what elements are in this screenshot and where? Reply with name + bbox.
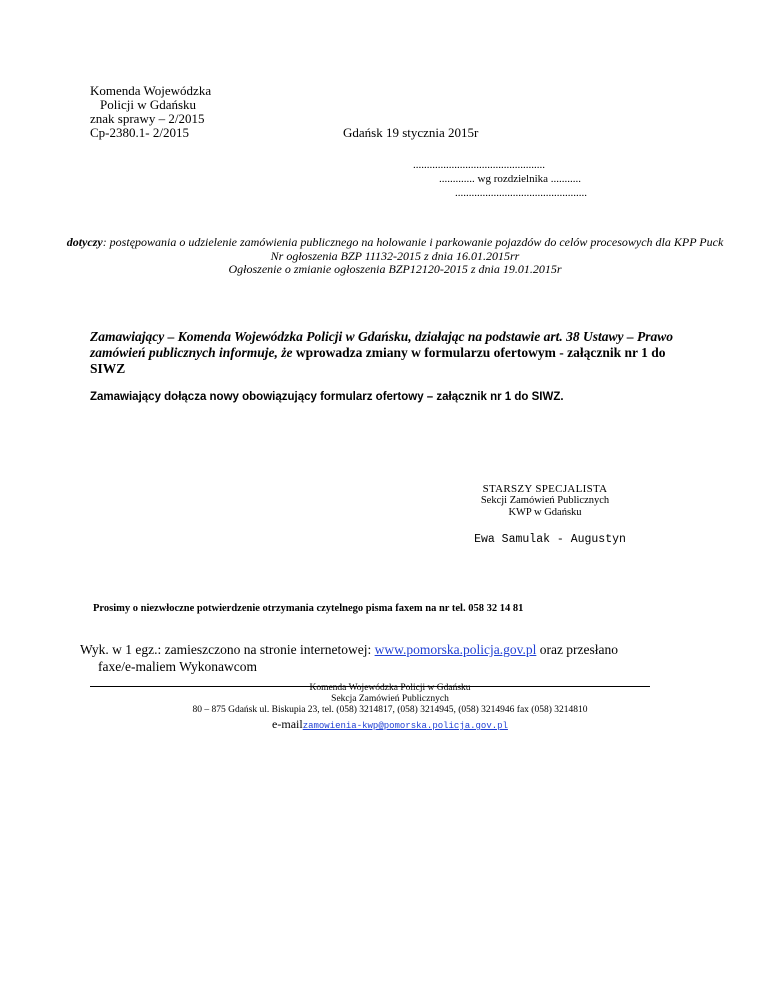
- footer-org: Komenda Wojewódzka Policji w Gdańsku: [309, 683, 471, 693]
- announcement-italic: Zamawiający – Komenda Wojewódzka Policji w Gdańsku, działając na podstawie art. 38 Ustawy – Prawo zamówień publicznych informuje, że: [90, 329, 674, 360]
- footer-email-line: [90, 717, 690, 734]
- subject-lead: dotyczy: [66, 235, 103, 249]
- subject-announcement-number: Nr ogłoszenia BZP 11132-2015 z dnia 16.01.2015rr: [270, 248, 520, 263]
- footer-section: Sekcja Zamówień Publicznych: [331, 694, 449, 704]
- subject-line-1: [60, 236, 730, 250]
- announcement-normal: wprowadza zmiany w formularzu ofertowym - załącznik nr 1 do SIWZ: [90, 345, 666, 376]
- recipient-line-1: ................................................: [413, 159, 545, 171]
- copy-note-line-2: faxe/e-maliem Wykonawcom: [98, 659, 258, 674]
- subject-block: [60, 236, 730, 277]
- attachment-note: Zamawiający dołącza nowy obowiązujący formularz ofertowy – załącznik nr 1 do SIWZ.: [90, 391, 564, 403]
- sender-line-1: Komenda Wojewódzka: [90, 83, 212, 98]
- email-label: e-mail: [272, 717, 303, 731]
- fax-request: Prosimy o niezwłoczne potwierdzenie otrzymania czytelnego pisma faxem na nr tel. 058 32 14 81: [93, 603, 524, 614]
- letter-date: Gdańsk 19 stycznia 2015r: [343, 125, 479, 140]
- signature-name: Ewa Samulak - Augustyn: [474, 533, 626, 546]
- copy-prefix: Wyk. w 1 egz.: zamieszczono na stronie internetowej:: [80, 642, 375, 657]
- copy-suffix: oraz przesłano: [536, 642, 619, 657]
- copy-note: [80, 641, 618, 675]
- website-link[interactable]: www.pomorska.policja.gov.pl: [374, 642, 537, 657]
- announcement-paragraph: [90, 329, 690, 377]
- email-link[interactable]: zamowienia-kwp@pomorska.policja.gov.pl: [302, 721, 508, 731]
- subject-change-notice: Ogłoszenie o zmianie ogłoszenia BZP12120-2015 z dnia 19.01.2015r: [228, 262, 562, 276]
- footer: [90, 683, 690, 734]
- reference-number: Cp-2380.1- 2/2015: [90, 125, 189, 140]
- sender-block: [90, 84, 211, 140]
- recipient-line-3: ................................................: [455, 187, 587, 199]
- signature-unit: Sekcji Zamówień Publicznych: [480, 495, 610, 506]
- signature-block: [465, 483, 625, 519]
- footer-address: 80 – 875 Gdańsk ul. Biskupia 23, tel. (058) 3214817, (058) 3214945, (058) 3214946 fax (058) 3214810: [192, 705, 588, 715]
- case-number: znak sprawy – 2/2015: [90, 111, 205, 126]
- signature-title: STARSZY SPECJALISTA: [482, 483, 608, 495]
- recipient-line-2: ............. wg rozdzielnika ...........: [439, 173, 582, 185]
- sender-line-2: Policji w Gdańsku: [100, 97, 197, 112]
- recipient-block: [413, 158, 587, 200]
- subject-text: : postępowania o udzielenie zamówienia publicznego na holowanie i parkowanie pojazdów do celów procesowych dla KPP Puck: [102, 235, 724, 249]
- copy-note-line-1: [80, 641, 618, 658]
- signature-unit-short: KWP w Gdańsku: [508, 507, 582, 518]
